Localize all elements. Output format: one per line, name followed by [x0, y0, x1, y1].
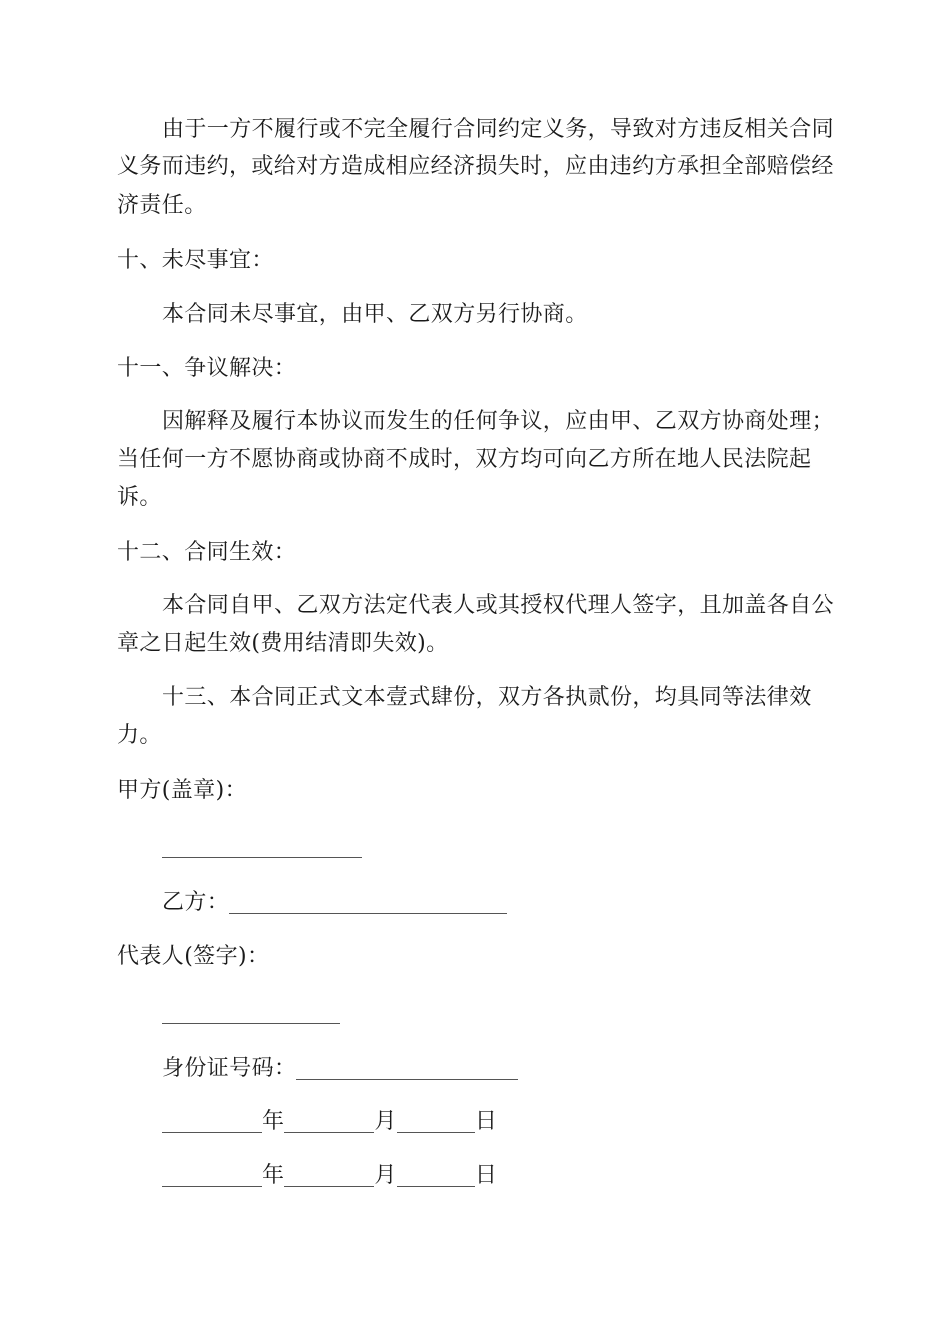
party-b-signature-line[interactable] [229, 893, 507, 914]
paragraph-copies-line-2: 力。 [117, 723, 162, 748]
paragraph-copies-line-1: 十三、本合同正式文本壹式肆份，双方各执贰份，均具同等法律效 [162, 685, 812, 710]
date-2-day-label: 日 [474, 1163, 498, 1188]
date-2-year-line[interactable] [162, 1166, 262, 1187]
paragraph-breach-line-2: 义务而违约，或给对方造成相应经济损失时，应由违约方承担全部赔偿经 [117, 154, 834, 179]
id-number-label: 身份证号码： [162, 1056, 297, 1081]
paragraph-breach-line-3: 济责任。 [117, 193, 207, 218]
paragraph-dispute-line-3: 诉。 [117, 485, 162, 510]
paragraph-breach-line-1: 由于一方不履行或不完全履行合同约定义务，导致对方违反相关合同 [162, 117, 835, 142]
date-1-year-line[interactable] [162, 1112, 262, 1133]
date-row-2 [162, 1165, 497, 1187]
representative-signature-line[interactable] [162, 1023, 340, 1024]
id-number-row [162, 1058, 518, 1080]
section-heading-10: 十、未尽事宜： [117, 248, 274, 273]
date-2-day-line[interactable] [397, 1166, 475, 1187]
party-b-label: 乙方： [162, 890, 230, 915]
party-a-signature-line[interactable] [162, 857, 362, 858]
date-1-day-label: 日 [474, 1109, 498, 1134]
paragraph-dispute-line-2: 当任何一方不愿协商或协商不成时，双方均可向乙方所在地人民法院起 [117, 447, 812, 472]
paragraph-effect-line-2: 章之日起生效(费用结清即失效)。 [117, 631, 449, 656]
party-b-row [162, 892, 507, 914]
date-1-month-label: 月 [374, 1109, 397, 1134]
paragraph-matters-line-1: 本合同未尽事宜，由甲、乙双方另行协商。 [162, 302, 588, 327]
date-1-day-line[interactable] [397, 1112, 475, 1133]
paragraph-effect-line-1: 本合同自甲、乙双方法定代表人或其授权代理人签字，且加盖各自公 [162, 593, 835, 618]
section-heading-12: 十二、合同生效： [117, 540, 297, 565]
date-2-month-line[interactable] [284, 1166, 374, 1187]
date-1-year-label: 年 [262, 1109, 285, 1134]
date-1-month-line[interactable] [284, 1112, 374, 1133]
date-2-year-label: 年 [262, 1163, 285, 1188]
party-a-label: 甲方(盖章)： [117, 778, 247, 803]
id-number-line[interactable] [296, 1059, 518, 1080]
representative-label: 代表人(签字)： [117, 944, 270, 969]
date-2-month-label: 月 [374, 1163, 397, 1188]
section-heading-11: 十一、争议解决： [117, 356, 297, 381]
paragraph-dispute-line-1: 因解释及履行本协议而发生的任何争议，应由甲、乙双方协商处理； [162, 409, 835, 434]
date-row-1 [162, 1111, 497, 1133]
